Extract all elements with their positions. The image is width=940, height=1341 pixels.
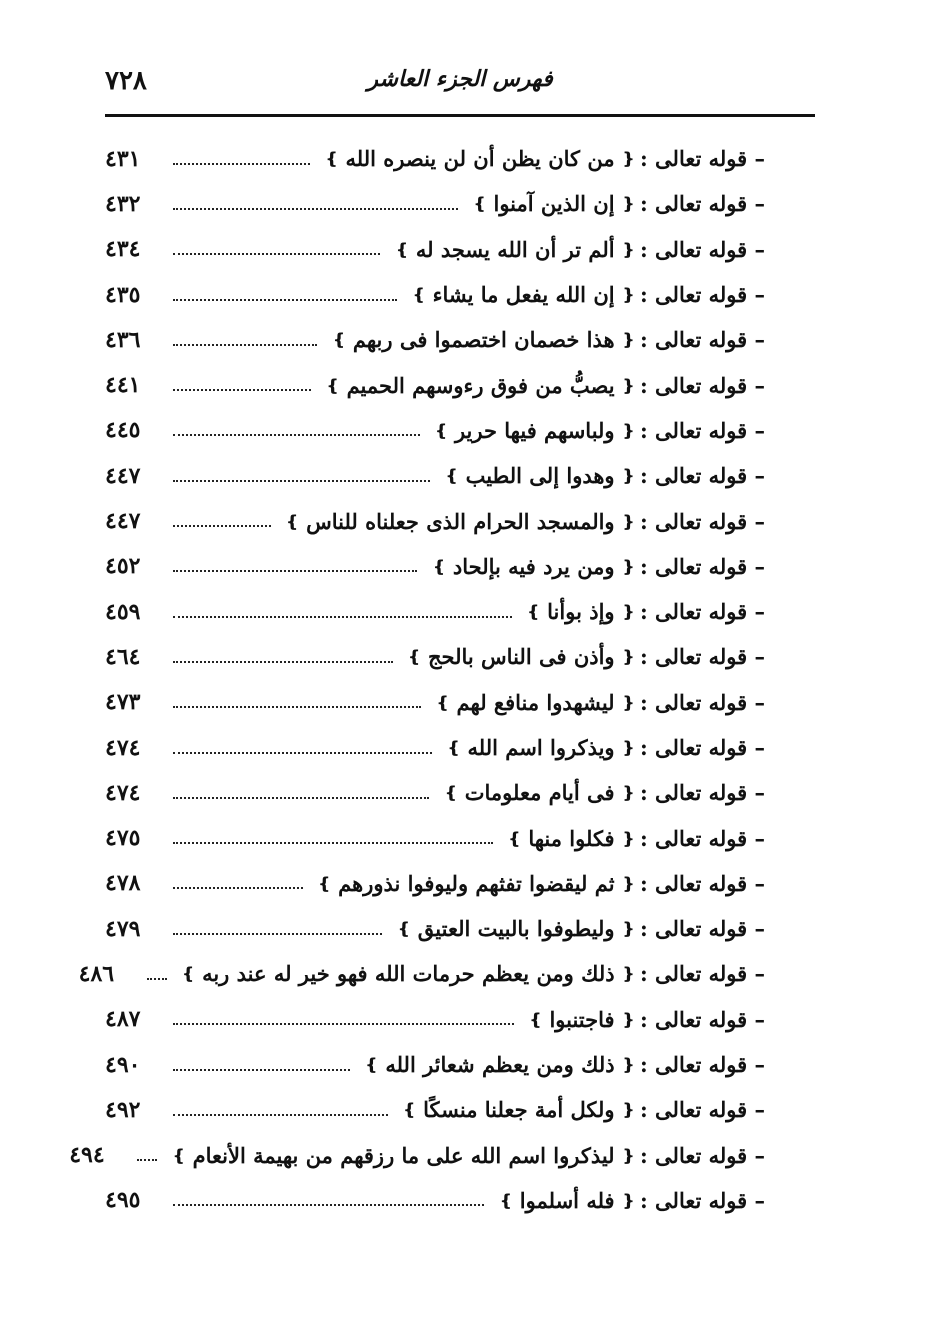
verse-text: والمسجد الحرام الذى جعلناه للناس xyxy=(306,508,615,534)
verse-text: من كان يظن أن لن ينصره الله xyxy=(345,146,615,172)
page-reference: ٤٨٦ xyxy=(78,960,115,987)
index-entry xyxy=(105,589,765,634)
index-entry xyxy=(105,1087,765,1132)
ornate-bracket-open-icon: ❴ xyxy=(621,375,635,395)
index-entry xyxy=(105,408,765,453)
ornate-bracket-close-icon: ❵ xyxy=(526,602,541,622)
dot-leader xyxy=(173,161,310,165)
index-entry xyxy=(78,951,765,996)
ornate-bracket-close-icon: ❵ xyxy=(412,285,426,305)
ornate-bracket-open-icon: ❴ xyxy=(621,1100,635,1120)
entry-prefix: – قوله تعالى : xyxy=(639,1097,765,1123)
dot-leader xyxy=(173,795,429,799)
ornate-bracket-close-icon: ❵ xyxy=(432,556,446,576)
index-entry xyxy=(105,453,765,498)
dot-leader xyxy=(173,342,317,346)
ornate-bracket-open-icon: ❴ xyxy=(621,149,635,169)
index-entry xyxy=(105,317,765,362)
verse-text: ذلك ومن يعظم حرمات الله فهو خير له عند ربه xyxy=(202,961,615,987)
ornate-bracket-open-icon: ❴ xyxy=(621,194,635,214)
verse-text: فله أسلموا xyxy=(519,1187,615,1213)
page-reference: ٤٤٧ xyxy=(105,508,141,535)
entry-prefix: – قوله تعالى : xyxy=(639,644,765,670)
page-reference: ٤٥٩ xyxy=(105,598,141,625)
entry-prefix: – قوله تعالى : xyxy=(639,236,765,262)
verse-text: ليشهدوا منافع لهم xyxy=(456,689,615,715)
entry-prefix: – قوله تعالى : xyxy=(639,825,765,851)
page-reference: ٤٨٧ xyxy=(105,1006,141,1033)
verse-text: ليذكروا اسم الله على ما رزقهم من بهيمة الأنعام xyxy=(192,1142,615,1168)
verse-text: ذلك ومن يعظم شعائر الله xyxy=(385,1052,615,1078)
entry-prefix: – قوله تعالى : xyxy=(639,599,765,625)
ornate-bracket-open-icon: ❴ xyxy=(621,692,635,712)
ornate-bracket-close-icon: ❵ xyxy=(326,375,340,395)
ornate-bracket-open-icon: ❴ xyxy=(621,239,635,259)
ornate-bracket-open-icon: ❴ xyxy=(621,602,635,622)
entry-prefix: – قوله تعالى : xyxy=(639,463,765,489)
dot-leader xyxy=(173,523,271,527)
dot-leader xyxy=(173,614,512,618)
page-reference: ٤٣٤ xyxy=(105,236,141,263)
index-entry xyxy=(105,906,765,951)
page-reference: ٤٩٤ xyxy=(69,1142,105,1169)
entry-prefix: – قوله تعالى : xyxy=(639,1142,765,1168)
ornate-bracket-close-icon: ❵ xyxy=(172,1145,186,1165)
ornate-bracket-open-icon: ❴ xyxy=(621,828,635,848)
entry-prefix: – قوله تعالى : xyxy=(639,282,765,308)
index-entry xyxy=(105,272,765,317)
index-entry xyxy=(105,362,765,407)
ornate-bracket-close-icon: ❵ xyxy=(285,511,300,531)
ornate-bracket-open-icon: ❴ xyxy=(621,420,635,440)
dot-leader xyxy=(173,840,493,844)
entry-prefix: – قوله تعالى : xyxy=(639,1052,765,1078)
ornate-bracket-close-icon: ❵ xyxy=(444,783,458,803)
verse-text: ومن يرد فيه بإلحاد xyxy=(452,553,615,579)
page-reference: ٤٧٨ xyxy=(105,870,141,897)
page-reference: ٤٤٧ xyxy=(105,462,141,489)
verse-text: فى أيام معلومات xyxy=(464,780,615,806)
dot-leader xyxy=(173,568,417,572)
ornate-bracket-close-icon: ❵ xyxy=(325,149,339,169)
dot-leader xyxy=(173,478,430,482)
dot-leader xyxy=(173,659,393,663)
verse-text: وليطوفوا بالبيت العتيق xyxy=(417,916,615,942)
verse-text: ولباسهم فيها حرير xyxy=(454,417,615,443)
ornate-bracket-open-icon: ❴ xyxy=(621,783,635,803)
page-reference: ٤٣٢ xyxy=(105,190,141,217)
verse-text: فكلوا منها xyxy=(528,825,615,851)
index-entry xyxy=(105,136,765,181)
entry-prefix: – قوله تعالى : xyxy=(639,916,765,942)
ornate-bracket-close-icon: ❵ xyxy=(332,330,346,350)
ornate-bracket-open-icon: ❴ xyxy=(621,1009,635,1029)
entry-prefix: – قوله تعالى : xyxy=(639,1187,765,1213)
verse-text: ألم تر أن الله يسجد له xyxy=(415,236,615,262)
index-entry xyxy=(105,544,765,589)
index-entry xyxy=(105,634,765,679)
page-header xyxy=(105,62,815,104)
verse-text: ثم ليقضوا تفثهم وليوفوا نذورهم xyxy=(338,870,615,896)
verse-text: فاجتنبوا xyxy=(549,1006,615,1032)
verse-text: وأذن فى الناس بالحج xyxy=(427,644,615,670)
dot-leader xyxy=(173,704,421,708)
verse-text: هذا خصمان اختصموا فى ربهم xyxy=(352,327,615,353)
ornate-bracket-open-icon: ❴ xyxy=(621,1190,635,1210)
dot-leader xyxy=(173,1067,350,1071)
ornate-bracket-open-icon: ❴ xyxy=(621,1055,635,1075)
entry-prefix: – قوله تعالى : xyxy=(639,735,765,760)
ornate-bracket-close-icon: ❵ xyxy=(397,919,411,939)
dot-leader xyxy=(173,1021,514,1025)
entry-prefix: – قوله تعالى : xyxy=(639,553,765,579)
page-reference: ٤٧٤ xyxy=(105,734,141,761)
dot-leader xyxy=(173,1202,484,1206)
index-entry xyxy=(69,1133,765,1178)
page-reference: ٤٧٣ xyxy=(105,689,141,716)
ornate-bracket-close-icon: ❵ xyxy=(407,647,421,667)
dot-leader xyxy=(173,1112,388,1116)
dot-leader xyxy=(173,750,432,754)
dot-leader xyxy=(173,931,382,935)
entry-prefix: – قوله تعالى : xyxy=(639,146,765,172)
index-entry xyxy=(105,815,765,860)
running-title: فهرس الجزء العاشر xyxy=(367,66,553,92)
ornate-bracket-open-icon: ❴ xyxy=(621,511,635,531)
index-entry xyxy=(105,725,765,770)
page-reference: ٤٣٦ xyxy=(105,326,141,353)
dot-leader xyxy=(173,432,420,436)
ornate-bracket-open-icon: ❴ xyxy=(621,466,635,486)
ornate-bracket-open-icon: ❴ xyxy=(621,647,635,667)
ornate-bracket-close-icon: ❵ xyxy=(447,738,461,757)
ornate-bracket-open-icon: ❴ xyxy=(621,285,635,305)
index-entry xyxy=(105,770,765,815)
ornate-bracket-close-icon: ❵ xyxy=(395,239,409,259)
dot-leader xyxy=(147,976,167,980)
dot-leader xyxy=(137,1157,157,1161)
entry-prefix: – قوله تعالى : xyxy=(639,508,765,534)
ornate-bracket-close-icon: ❵ xyxy=(434,420,448,440)
page-reference: ٤٦٤ xyxy=(105,643,141,670)
dot-leader xyxy=(173,387,311,391)
page-reference: ٤٣١ xyxy=(105,145,141,172)
ornate-bracket-close-icon: ❵ xyxy=(402,1100,417,1120)
verse-text: ويذكروا اسم الله xyxy=(467,735,615,760)
index-entry xyxy=(105,1042,765,1087)
page-reference: ٤٤١ xyxy=(105,372,141,399)
entry-prefix: – قوله تعالى : xyxy=(639,870,765,896)
ornate-bracket-close-icon: ❵ xyxy=(436,692,450,712)
ornate-bracket-close-icon: ❵ xyxy=(364,1055,379,1075)
entry-prefix: – قوله تعالى : xyxy=(639,780,765,806)
ornate-bracket-close-icon: ❵ xyxy=(507,828,522,848)
entry-prefix: – قوله تعالى : xyxy=(639,372,765,398)
page-reference: ٤٣٥ xyxy=(105,281,141,308)
dot-leader xyxy=(173,885,303,889)
verse-text: إن الذين آمنوا xyxy=(493,191,615,217)
verse-text: إن الله يفعل ما يشاء xyxy=(432,282,615,308)
dot-leader xyxy=(173,251,380,255)
entry-prefix: – قوله تعالى : xyxy=(639,417,765,443)
page-reference: ٤٥٢ xyxy=(105,553,141,580)
ornate-bracket-open-icon: ❴ xyxy=(621,556,635,576)
ornate-bracket-open-icon: ❴ xyxy=(621,738,635,757)
ornate-bracket-open-icon: ❴ xyxy=(621,330,635,350)
index-entry xyxy=(105,1178,765,1223)
entry-prefix: – قوله تعالى : xyxy=(639,961,765,987)
ornate-bracket-close-icon: ❵ xyxy=(499,1190,513,1210)
index-entry xyxy=(105,997,765,1042)
ornate-bracket-close-icon: ❵ xyxy=(181,964,196,984)
index-entry xyxy=(105,861,765,906)
page-reference: ٤٩٢ xyxy=(105,1096,141,1123)
verse-text: يصبُّ من فوق رءوسهم الحميم xyxy=(346,372,615,398)
index-list xyxy=(69,136,765,1223)
entry-prefix: – قوله تعالى : xyxy=(639,1006,765,1032)
ornate-bracket-open-icon: ❴ xyxy=(621,1145,635,1165)
ornate-bracket-open-icon: ❴ xyxy=(621,919,635,939)
page-reference: ٤٧٤ xyxy=(105,779,141,806)
entry-prefix: – قوله تعالى : xyxy=(639,327,765,353)
dot-leader xyxy=(173,206,458,210)
entry-prefix: – قوله تعالى : xyxy=(639,689,765,715)
page-reference: ٤٤٥ xyxy=(105,417,141,444)
page-reference: ٤٩٥ xyxy=(105,1187,141,1214)
index-entry xyxy=(105,227,765,272)
ornate-bracket-close-icon: ❵ xyxy=(317,873,332,893)
page-reference: ٤٩٠ xyxy=(105,1051,141,1078)
ornate-bracket-open-icon: ❴ xyxy=(621,873,635,893)
header-rule xyxy=(105,114,815,117)
index-entry xyxy=(105,181,765,226)
page-number: ٧٢٨ xyxy=(105,66,147,96)
ornate-bracket-close-icon: ❵ xyxy=(445,466,459,486)
entry-prefix: – قوله تعالى : xyxy=(639,191,765,217)
verse-text: وإذ بوأنا xyxy=(547,599,615,625)
page-reference: ٤٧٩ xyxy=(105,915,141,942)
ornate-bracket-open-icon: ❴ xyxy=(621,964,635,984)
verse-text: ولكل أمة جعلنا منسكًا xyxy=(423,1097,615,1123)
page-reference: ٤٧٥ xyxy=(105,825,141,852)
ornate-bracket-close-icon: ❵ xyxy=(529,1009,543,1029)
verse-text: وهدوا إلى الطيب xyxy=(465,463,615,489)
index-entry xyxy=(105,498,765,543)
dot-leader xyxy=(173,297,397,301)
ornate-bracket-close-icon: ❵ xyxy=(473,194,487,214)
index-entry xyxy=(105,680,765,725)
